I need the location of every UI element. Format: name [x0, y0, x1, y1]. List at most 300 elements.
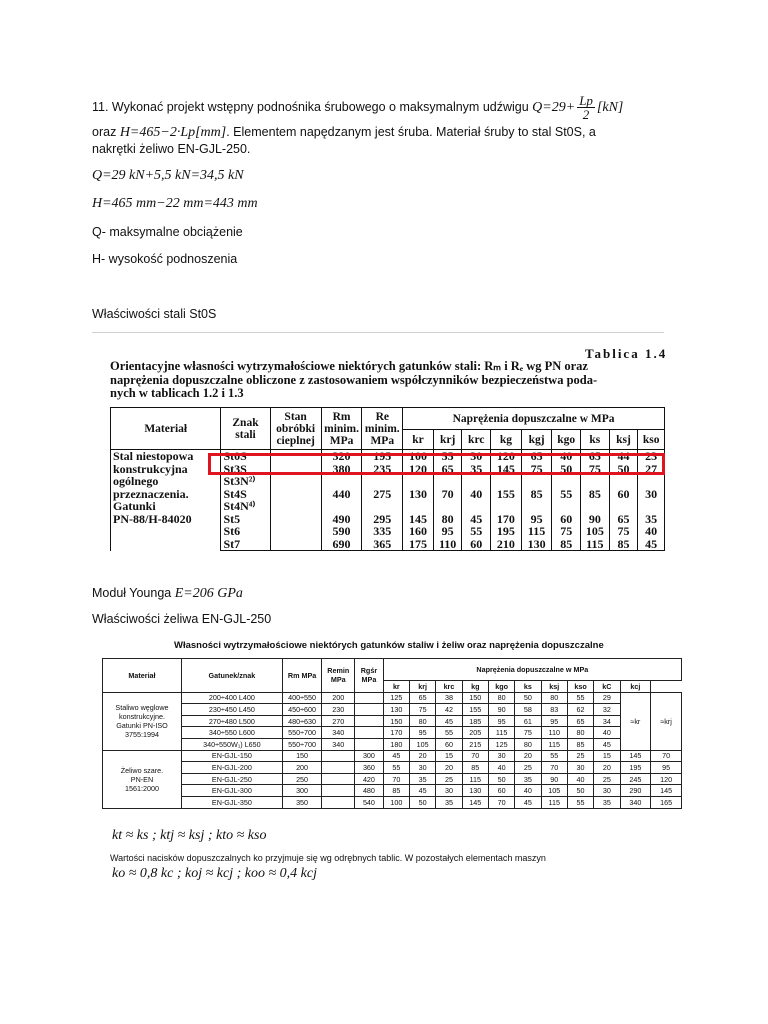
t2-stress-value: 145: [462, 796, 488, 808]
t2-stress-value: 45: [436, 715, 462, 727]
stress-value: 55: [433, 450, 462, 463]
t2-stress-value: 83: [541, 704, 567, 716]
header-krc: krc: [462, 430, 491, 450]
t2-header-kgo: kgo: [488, 681, 514, 693]
t2-remin: [322, 773, 355, 785]
stress-value: 65: [521, 450, 552, 463]
t2-stress-value: 65: [410, 692, 436, 704]
t2-stress-value: 55: [541, 750, 567, 762]
t2-stress-value: 340: [620, 796, 651, 808]
t2-stress-value: 25: [594, 773, 620, 785]
stress-value: 75: [581, 463, 610, 476]
stress-value: 60: [609, 488, 638, 501]
formula-q-numerator: Lp: [579, 93, 593, 108]
t2-stress-value: 55: [436, 727, 462, 739]
stress-value: 155: [491, 488, 522, 501]
t2-stress-value: 125: [383, 692, 409, 704]
t2-stress-value: 40: [594, 727, 620, 739]
state-cell: [270, 488, 321, 501]
t2-remin: [322, 796, 355, 808]
t2-header-kC: kC: [594, 681, 620, 693]
t2-rm: 350: [282, 796, 321, 808]
stress-value: [581, 475, 610, 488]
t2-stress-value: 130: [383, 704, 409, 716]
table14: [110, 407, 665, 551]
t2-stress-value: 58: [515, 704, 541, 716]
t2-stress-value: 65: [567, 715, 593, 727]
rm-value: 320: [321, 450, 362, 463]
steel-mark: St6: [221, 525, 270, 538]
stress-value: [638, 475, 665, 488]
t2-rm: 250: [282, 773, 321, 785]
stress-value: 65: [433, 463, 462, 476]
task-text: 11. Wykonać projekt wstępny podnośnika śrubowego o maksymalnym udźwigu: [92, 99, 529, 114]
t2-stress-value: 35: [436, 796, 462, 808]
stress-value: 170: [491, 513, 522, 526]
t2-material-cell: [103, 750, 182, 808]
t2-mark: EN-GJL-150: [181, 750, 282, 762]
t2-stress-value: 115: [541, 796, 567, 808]
t2-stress-value: 42: [436, 704, 462, 716]
t2-stress-value: 100: [383, 796, 409, 808]
t2-stress-value: 70: [462, 750, 488, 762]
stress-value: 40: [638, 525, 665, 538]
stress-value: [491, 500, 522, 513]
t2-stress-value: 150: [383, 715, 409, 727]
state-cell: [270, 513, 321, 526]
t2-rm: 550÷700: [282, 738, 321, 750]
table-row: [103, 762, 682, 774]
t2-material-cell: [103, 692, 182, 750]
stress-value: 175: [403, 538, 434, 551]
t2-stress-value: 20: [436, 762, 462, 774]
stress-value: 75: [552, 525, 581, 538]
stress-value: 40: [552, 450, 581, 463]
t2-rgsr: [355, 715, 384, 727]
stress-value: 50: [552, 463, 581, 476]
t2-stress-value: 55: [383, 762, 409, 774]
t2-stress-value: 195: [620, 762, 651, 774]
material-cell: [111, 450, 221, 551]
t2-rgsr: [355, 738, 384, 750]
t2-stress-value: 70: [383, 773, 409, 785]
definition-h: H- wysokość podnoszenia: [92, 252, 238, 266]
stress-value: 23: [638, 450, 665, 463]
formula-ko: ko ≈ 0,8 kc ; koj ≈ kcj ; koo ≈ 0,4 kcj: [112, 866, 317, 881]
stress-value: 210: [491, 538, 522, 551]
t2-stress-value: 90: [541, 773, 567, 785]
stress-value: [403, 475, 434, 488]
steel-mark: St4N⁴⁾: [221, 500, 270, 513]
steel-mark: St3S: [221, 463, 270, 476]
table-row: [103, 692, 682, 704]
re-value: [362, 475, 403, 488]
t2-remin: 270: [322, 715, 355, 727]
t2-stress-value: 145: [651, 785, 682, 797]
stress-value: [491, 475, 522, 488]
t2-stress-value: 62: [567, 704, 593, 716]
t2-stress-value: 25: [515, 762, 541, 774]
stress-value: 65: [609, 513, 638, 526]
header-krj: krj: [433, 430, 462, 450]
t2-stress-value: 25: [567, 750, 593, 762]
t2-header-kso: kso: [567, 681, 593, 693]
header-kr: kr: [403, 430, 434, 450]
t2-stress-value: 25: [436, 773, 462, 785]
t2-stress-value: 38: [436, 692, 462, 704]
t2-rm: 200: [282, 762, 321, 774]
t2-stress-value: 95: [488, 715, 514, 727]
t2-stress-value: 35: [410, 773, 436, 785]
stress-value: 27: [638, 463, 665, 476]
t2-material-line: 1561:2000: [124, 783, 159, 793]
t2-stress-value: 34: [594, 715, 620, 727]
t2-stress-value: 180: [383, 738, 409, 750]
header-rm: Rm minim. MPa: [321, 408, 362, 450]
t2-stress-value: 15: [594, 750, 620, 762]
steel-mark: St0S: [221, 450, 270, 463]
formula-kt: kt ≈ ks ; ktj ≈ ksj ; kto ≈ kso: [112, 828, 267, 843]
t2-stress-value: 35: [594, 796, 620, 808]
header-ks: ks: [581, 430, 610, 450]
stress-value: 130: [521, 538, 552, 551]
stress-value: 160: [403, 525, 434, 538]
stress-value: [638, 500, 665, 513]
t2-mark: EN-GJL-300: [181, 785, 282, 797]
t2-rm: 150: [282, 750, 321, 762]
header-mark: Znak stali: [221, 408, 270, 450]
t2-stress-value: 15: [436, 750, 462, 762]
t2-header-material: Materiał: [103, 659, 182, 693]
stress-value: 45: [462, 513, 491, 526]
t2-stress-value: 20: [515, 750, 541, 762]
stress-value: 100: [403, 450, 434, 463]
t2-header-rgsr: Rgśr MPa: [355, 659, 384, 693]
t2-remin: [322, 785, 355, 797]
stress-value: [609, 500, 638, 513]
table14-title-line: naprężenia dopuszczalne obliczone z zastosowaniem współczynników bezpieczeństwa poda-: [110, 372, 598, 387]
table-row: [103, 704, 682, 716]
stress-value: 110: [433, 538, 462, 551]
t2-mark: 340÷550 L600: [181, 727, 282, 739]
task-line-2: [92, 124, 596, 141]
stress-value: 130: [403, 488, 434, 501]
table-row: [103, 750, 682, 762]
t2-rm: 300: [282, 785, 321, 797]
formula-q-fraction: [577, 94, 595, 121]
t2-stress-value: 155: [462, 704, 488, 716]
formula-q-unit: [kN]: [596, 99, 624, 115]
stress-value: [552, 475, 581, 488]
re-value: [362, 500, 403, 513]
t2-stress-value: 150: [462, 692, 488, 704]
stress-value: [462, 475, 491, 488]
t2-stress-value: 80: [541, 692, 567, 704]
t2-mark: EN-GJL-250: [181, 773, 282, 785]
table2-note: Wartości nacisków dopuszczalnych ko przyjmuje się wg odrębnych tablic. W pozostałych elementach maszyn: [110, 853, 546, 863]
section-steel-title: Właściwości stali St0S: [92, 307, 217, 321]
calc-h: H=465 mm−22 mm=443 mm: [92, 196, 258, 211]
stress-value: 145: [403, 513, 434, 526]
table14-label: Tablica 1.4: [585, 346, 668, 361]
t2-stress-value: 40: [515, 785, 541, 797]
material-line: Gatunki: [113, 499, 156, 513]
t2-rgsr: 360: [355, 762, 384, 774]
t2-header-krc: krc: [436, 681, 462, 693]
table-row: [103, 785, 682, 797]
stress-value: 30: [638, 488, 665, 501]
rm-value: 440: [321, 488, 362, 501]
header-kso: kso: [638, 430, 665, 450]
t2-rm: 480÷630: [282, 715, 321, 727]
t2-remin: 200: [322, 692, 355, 704]
t2-stress-value: 110: [541, 727, 567, 739]
t2-remin: [322, 762, 355, 774]
t2-rgsr: [355, 727, 384, 739]
stress-value: [403, 500, 434, 513]
t2-rgsr: 420: [355, 773, 384, 785]
t2-header-krj: krj: [410, 681, 436, 693]
re-value: 275: [362, 488, 403, 501]
t2-remin: 340: [322, 727, 355, 739]
t2-rgsr: 540: [355, 796, 384, 808]
t2-stress-value: 90: [488, 704, 514, 716]
t2-mark: 270÷480 L500: [181, 715, 282, 727]
t2-stress-value: 70: [488, 796, 514, 808]
stress-value: 55: [552, 488, 581, 501]
stress-value: 95: [433, 525, 462, 538]
header-re: Re minim. MPa: [362, 408, 403, 450]
t2-stress-value: 115: [462, 773, 488, 785]
t2-rgsr: [355, 704, 384, 716]
t2-stress-value: 50: [567, 785, 593, 797]
table-row: [103, 727, 682, 739]
header-kgj: kgj: [521, 430, 552, 450]
t2-header-remin: Remin MPa: [322, 659, 355, 693]
table14-title-line: Orientacyjne własności wytrzymałościowe niektórych gatunków stali: Rₘ i Rₑ wg PN oraz: [110, 359, 588, 373]
t2-mark: EN-GJL-350: [181, 796, 282, 808]
state-cell: [270, 500, 321, 513]
highlight-st0s-row: [208, 453, 665, 475]
t2-stress-value: 70: [541, 762, 567, 774]
t2-header-kr: kr: [383, 681, 409, 693]
t2-header-kg: kg: [462, 681, 488, 693]
material-line: konstrukcyjna: [113, 461, 188, 476]
t2-stress-value: 50: [410, 796, 436, 808]
material-line: ogólnego: [113, 474, 159, 488]
t2-stress-value: 145: [620, 750, 651, 762]
t2-header-ks: ks: [515, 681, 541, 693]
re-value: 295: [362, 513, 403, 526]
t2-material-line: Gatunki PN-ISO: [116, 721, 168, 731]
calc-q: Q=29 kN+5,5 kN=34,5 kN: [92, 168, 244, 183]
young-label: Moduł Younga: [92, 586, 172, 600]
t2-stress-value: 60: [488, 785, 514, 797]
t2-stress-value: 50: [515, 692, 541, 704]
stress-value: 95: [521, 513, 552, 526]
t2-mark: EN-GJL-200: [181, 762, 282, 774]
t2-stress-value: 45: [410, 785, 436, 797]
t2-stress-value: 105: [410, 738, 436, 750]
t2-stress-value: 45: [594, 738, 620, 750]
task-text-pre: oraz: [92, 125, 117, 139]
stress-value: 60: [462, 538, 491, 551]
formula-q-denominator: 2: [582, 107, 590, 122]
rm-value: 590: [321, 525, 362, 538]
re-value: 195: [362, 450, 403, 463]
t2-stress-value: 85: [462, 762, 488, 774]
t2-stress-value: 130: [462, 785, 488, 797]
definition-q: Q- maksymalne obciążenie: [92, 225, 243, 239]
t2-stress-value: 205: [462, 727, 488, 739]
material-line: Stal niestopowa: [113, 449, 194, 463]
t2-stress-value: 245: [620, 773, 651, 785]
header-kgo: kgo: [552, 430, 581, 450]
t2-stress-value: 55: [567, 692, 593, 704]
re-value: 235: [362, 463, 403, 476]
t2-kc-approx: ≈kr: [620, 692, 651, 750]
t2-stress-value: 30: [436, 785, 462, 797]
stress-value: 75: [609, 525, 638, 538]
rm-value: [321, 500, 362, 513]
t2-rm: 450÷600: [282, 704, 321, 716]
rm-value: 490: [321, 513, 362, 526]
t2-remin: [322, 750, 355, 762]
t2-kcj-approx: ≈krj: [651, 692, 682, 750]
t2-stress-value: 85: [383, 785, 409, 797]
stress-value: 105: [581, 525, 610, 538]
t2-stress-value: 45: [383, 750, 409, 762]
stress-value: 30: [462, 450, 491, 463]
stress-value: [521, 475, 552, 488]
formula-q-left: Q=29+: [532, 99, 576, 115]
t2-stress-value: 20: [410, 750, 436, 762]
task-text-post: . Elementem napędzanym jest śruba. Materiał śruby to stal St0S, a: [226, 125, 596, 139]
t2-mark: 200÷400 L400: [181, 692, 282, 704]
separator: [92, 332, 664, 333]
stress-value: 115: [521, 525, 552, 538]
t2-stress-value: 75: [410, 704, 436, 716]
t2-remin: 230: [322, 704, 355, 716]
stress-value: 195: [491, 525, 522, 538]
t2-stress-value: 20: [594, 762, 620, 774]
header-material: Materiał: [111, 408, 221, 450]
rm-value: 690: [321, 538, 362, 551]
t2-material-line: Staliwo węglowe: [115, 703, 169, 713]
t2-stress-value: 29: [594, 692, 620, 704]
t2-rgsr: 480: [355, 785, 384, 797]
t2-rm: 550÷700: [282, 727, 321, 739]
rm-value: 380: [321, 463, 362, 476]
section-iron-title: Właściwości żeliwa EN-GJL-250: [92, 612, 272, 626]
t2-stress-value: 95: [541, 715, 567, 727]
stress-value: [521, 500, 552, 513]
young-value: E=206 GPa: [174, 586, 243, 601]
t2-stress-value: 40: [567, 773, 593, 785]
t2-stress-value: 40: [488, 762, 514, 774]
table-row: [103, 796, 682, 808]
t2-material-line: PN-EN: [130, 774, 154, 784]
t2-stress-value: 70: [651, 750, 682, 762]
state-cell: [270, 525, 321, 538]
t2-stress-value: 290: [620, 785, 651, 797]
t2-remin: 340: [322, 738, 355, 750]
formula-h: H=465−2·Lp[mm]: [119, 125, 227, 140]
t2-stress-value: 30: [488, 750, 514, 762]
stress-value: 120: [403, 463, 434, 476]
stress-value: 115: [581, 538, 610, 551]
t2-rgsr: 300: [355, 750, 384, 762]
material-line: przeznaczenia.: [113, 486, 189, 501]
table2-title: Własności wytrzymałościowe niektórych gatunków staliw i żeliw oraz naprężenia dopuszczalne: [174, 640, 604, 651]
t2-rgsr: [355, 692, 384, 704]
stress-value: [552, 500, 581, 513]
t2-stress-value: 75: [515, 727, 541, 739]
t2-stress-value: 165: [651, 796, 682, 808]
young-modulus: [92, 585, 243, 602]
t2-mark: 340÷550W₁) L650: [181, 738, 282, 750]
t2-stress-value: 45: [515, 796, 541, 808]
stress-value: 90: [581, 513, 610, 526]
t2-stress-value: 80: [410, 715, 436, 727]
t2-header-kcj: kcj: [620, 681, 651, 693]
stress-value: 85: [581, 488, 610, 501]
table-row: [103, 773, 682, 785]
stress-value: 65: [581, 450, 610, 463]
re-value: 365: [362, 538, 403, 551]
t2-header-ksj: ksj: [541, 681, 567, 693]
stress-value: [433, 500, 462, 513]
t2-stress-value: 80: [488, 692, 514, 704]
stress-value: 35: [638, 513, 665, 526]
header-state: Stan obróbki cieplnej: [270, 408, 321, 450]
stress-value: 55: [462, 525, 491, 538]
table-row: [103, 715, 682, 727]
t2-stress-value: 170: [383, 727, 409, 739]
header-kg: kg: [491, 430, 522, 450]
t2-header-rm: Rm MPa: [282, 659, 321, 693]
stress-value: 85: [609, 538, 638, 551]
stress-value: 70: [433, 488, 462, 501]
re-value: 335: [362, 525, 403, 538]
t2-stress-value: 215: [462, 738, 488, 750]
t2-stress-value: 30: [567, 762, 593, 774]
t2-stress-value: 115: [488, 727, 514, 739]
table-row: [103, 738, 682, 750]
stress-value: 50: [609, 463, 638, 476]
t2-stress-value: 61: [515, 715, 541, 727]
t2-stress-value: 95: [410, 727, 436, 739]
stress-value: 85: [521, 488, 552, 501]
t2-stress-value: 50: [488, 773, 514, 785]
steel-mark: St3N²⁾: [221, 475, 270, 488]
stress-value: 40: [462, 488, 491, 501]
state-cell: [270, 475, 321, 488]
table2: [102, 658, 682, 809]
table14-title-line: nych w tablicach 1.2 i 1.3: [110, 386, 244, 400]
t2-stress-value: 80: [567, 727, 593, 739]
material-line: PN-88/H-84020: [113, 511, 192, 526]
t2-material-line: konstrukcyjne.: [119, 712, 165, 722]
t2-stress-value: 30: [594, 785, 620, 797]
stress-value: [433, 475, 462, 488]
rm-value: [321, 475, 362, 488]
t2-header-mark: Gatunek/znak: [181, 659, 282, 693]
t2-stress-value: 105: [541, 785, 567, 797]
stress-value: 85: [552, 538, 581, 551]
stress-value: 145: [491, 463, 522, 476]
t2-stress-value: 120: [651, 773, 682, 785]
